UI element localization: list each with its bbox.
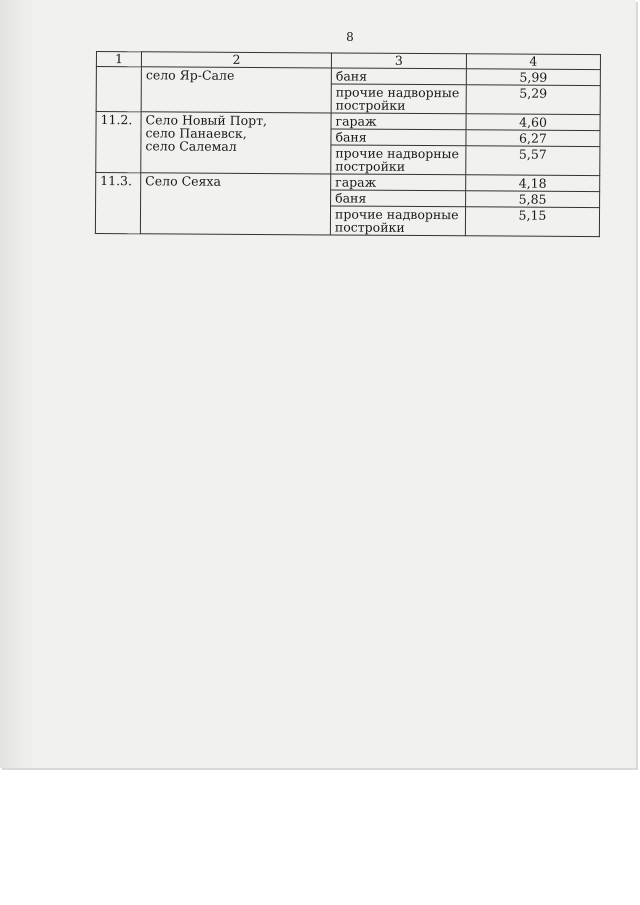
header-col-2: 2 — [141, 52, 331, 68]
coefficient-value: 6,27 — [466, 130, 600, 147]
building-type: прочие надворные постройки — [331, 145, 466, 175]
settlement-name: село Яр-Сале — [145, 67, 235, 83]
settlement-cell — [140, 173, 330, 235]
building-type: баня — [331, 68, 466, 85]
row-number — [96, 67, 141, 112]
coefficient-value: 5,29 — [466, 85, 600, 115]
coefficient-value: 5,15 — [465, 207, 599, 237]
building-type: баня — [331, 190, 466, 207]
building-type: гараж — [331, 174, 466, 191]
table-row — [96, 112, 600, 131]
tariff-table — [95, 51, 601, 237]
coefficient-value: 5,85 — [466, 191, 600, 208]
row-number: 11.2. — [96, 112, 141, 173]
header-col-1: 1 — [96, 52, 141, 67]
table-row — [96, 173, 600, 192]
building-type: прочие надворные постройки — [330, 206, 465, 236]
building-type: прочие надворные постройки — [331, 84, 466, 114]
settlement-name: село Панаевск, — [145, 125, 247, 141]
coefficient-value: 4,18 — [466, 175, 600, 192]
settlement-cell — [141, 112, 331, 174]
building-type: баня — [331, 129, 466, 146]
settlement-name: Село Новый Порт, — [145, 112, 268, 129]
settlement-name: Село Сеяха — [145, 173, 222, 189]
header-col-4: 4 — [466, 54, 600, 70]
coefficient-value: 5,57 — [466, 146, 600, 176]
page-number: 8 — [346, 30, 354, 44]
coefficient-value: 4,60 — [466, 114, 600, 131]
header-col-3: 3 — [331, 53, 466, 69]
table-row — [96, 67, 600, 86]
building-type: гараж — [331, 113, 466, 130]
settlement-cell — [141, 67, 331, 113]
coefficient-value: 5,99 — [466, 69, 600, 86]
settlement-name: село Салемал — [145, 138, 237, 154]
row-number: 11.3. — [95, 173, 140, 234]
